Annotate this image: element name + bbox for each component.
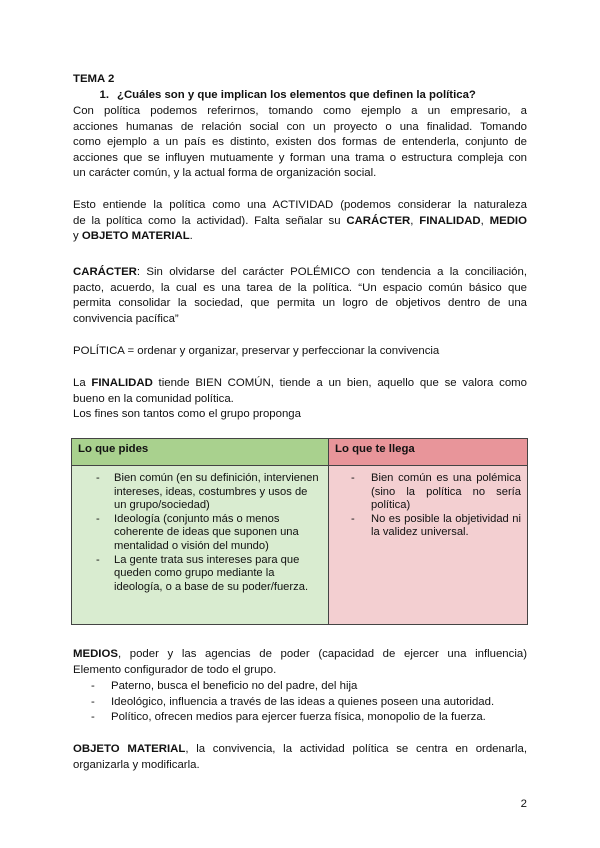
actividad-line: de la política como la actividad). Falta señalar su CARÁCTER, FINALIDAD, MEDIO bbox=[73, 214, 527, 227]
politica-definition: POLÍTICA = ordenar y organizar, preservar y perfeccionar la convivencia bbox=[73, 345, 440, 357]
medios-line: MEDIOS, poder y las agencias de poder (capacidad de ejercer una influencia) bbox=[73, 648, 527, 660]
intro-paragraph bbox=[73, 104, 527, 182]
list-item: - Paterno, busca el beneficio no del padre, del hija bbox=[91, 680, 358, 692]
intro-line: como ejemplo a un país es distinto, existen dos formas de entenderla, conjunto de bbox=[73, 136, 527, 149]
caracter-paragraph bbox=[73, 265, 527, 327]
intro-line: Con política podemos referirnos, tomando como ejemplo a un empresario, a bbox=[73, 105, 527, 117]
actividad-paragraph bbox=[73, 198, 527, 245]
actividad-line: Esto entiende la política como una ACTIVIDAD (podemos considerar la naturaleza bbox=[73, 199, 527, 211]
intro-line: acciones que se influyen mutuamente y forman una trama o estructura compleja con bbox=[73, 151, 527, 164]
question-number: 1. bbox=[99, 89, 109, 101]
finalidad-keyword: FINALIDAD bbox=[419, 214, 481, 227]
finalidad-line: bueno en la comunidad política. bbox=[73, 392, 234, 405]
list-item: - Político, ofrecen medios para ejercer fuerza física, monopolio de la fuerza. bbox=[91, 711, 486, 724]
list-item: - Bien común es una polémica (sino la política no sería política) bbox=[351, 472, 521, 512]
caracter-line: permita consolidar la sociedad, que permita un logro de objetivos dentro de una bbox=[73, 297, 527, 310]
table-header-right: Lo que te llega bbox=[329, 439, 528, 466]
question-text: ¿Cuáles son y que implican los elementos que definen la política? bbox=[117, 89, 476, 101]
objeto-line: OBJETO MATERIAL, la convivencia, la actividad política se centra en ordenarla, bbox=[73, 743, 527, 755]
objeto-paragraph bbox=[73, 742, 527, 773]
caracter-line: convivencia pacífica” bbox=[73, 312, 179, 325]
intro-line: acciones humanas de relación social con un proyecto o una finalidad. Tomando bbox=[73, 120, 527, 133]
comparison-table bbox=[71, 438, 528, 625]
finalidad-line: Los fines son tantos como el grupo proponga bbox=[73, 408, 301, 421]
actividad-line: y OBJETO MATERIAL. bbox=[73, 230, 193, 243]
left-list bbox=[72, 472, 328, 594]
page-number: 2 bbox=[520, 798, 527, 810]
right-list bbox=[329, 472, 527, 540]
caracter-line: CARÁCTER: Sin olvidarse del carácter POLÉMICO con tendencia a la conciliación, bbox=[73, 266, 527, 278]
table-header-left: Lo que pides bbox=[72, 439, 329, 466]
medio-keyword: MEDIO bbox=[489, 214, 527, 227]
objeto-line: organizarla y modificarla. bbox=[73, 758, 200, 771]
finalidad-label: FINALIDAD bbox=[91, 377, 153, 389]
medios-label: MEDIOS bbox=[73, 648, 118, 660]
page-heading: TEMA 2 bbox=[73, 73, 115, 85]
medios-line: Elemento configurador de todo el grupo. bbox=[73, 663, 277, 676]
list-item: - Bien común (en su definición, intervienen intereses, ideas, costumbres y usos de un grupo/sociedad) bbox=[96, 472, 319, 512]
medios-paragraph bbox=[73, 647, 527, 678]
finalidad-paragraph bbox=[73, 376, 527, 423]
table-cell-left bbox=[72, 466, 329, 625]
caracter-line: pacto, acuerdo, la cual es una tarea de la política. “Un espacio común básico que bbox=[73, 281, 527, 294]
intro-line: un carácter común, y la actual forma de organización social. bbox=[73, 167, 377, 180]
caracter-label: CARÁCTER bbox=[73, 266, 137, 278]
medios-list bbox=[73, 679, 533, 726]
question-heading bbox=[73, 88, 527, 104]
finalidad-line: La FINALIDAD tiende BIEN COMÚN, tiende a un bien, aquello que se valora como bbox=[73, 377, 527, 389]
list-item: - Ideología (conjunto más o menos coherente de ideas que suponen una mentalidad o visión del mundo) bbox=[96, 512, 299, 552]
table-cell-right bbox=[329, 466, 528, 625]
objeto-keyword: OBJETO MATERIAL bbox=[81, 230, 190, 243]
list-item: - No es posible la objetividad ni la validez universal. bbox=[351, 512, 521, 539]
objeto-label: OBJETO MATERIAL bbox=[73, 743, 186, 755]
caracter-keyword: CARÁCTER bbox=[346, 214, 411, 227]
list-item: - La gente trata sus intereses para que queden como grupo mediante la ideología, o a base de su poder/fuerza. bbox=[96, 553, 309, 593]
list-item: - Ideológico, influencia a través de las ideas a quienes poseen una autoridad. bbox=[91, 695, 495, 708]
